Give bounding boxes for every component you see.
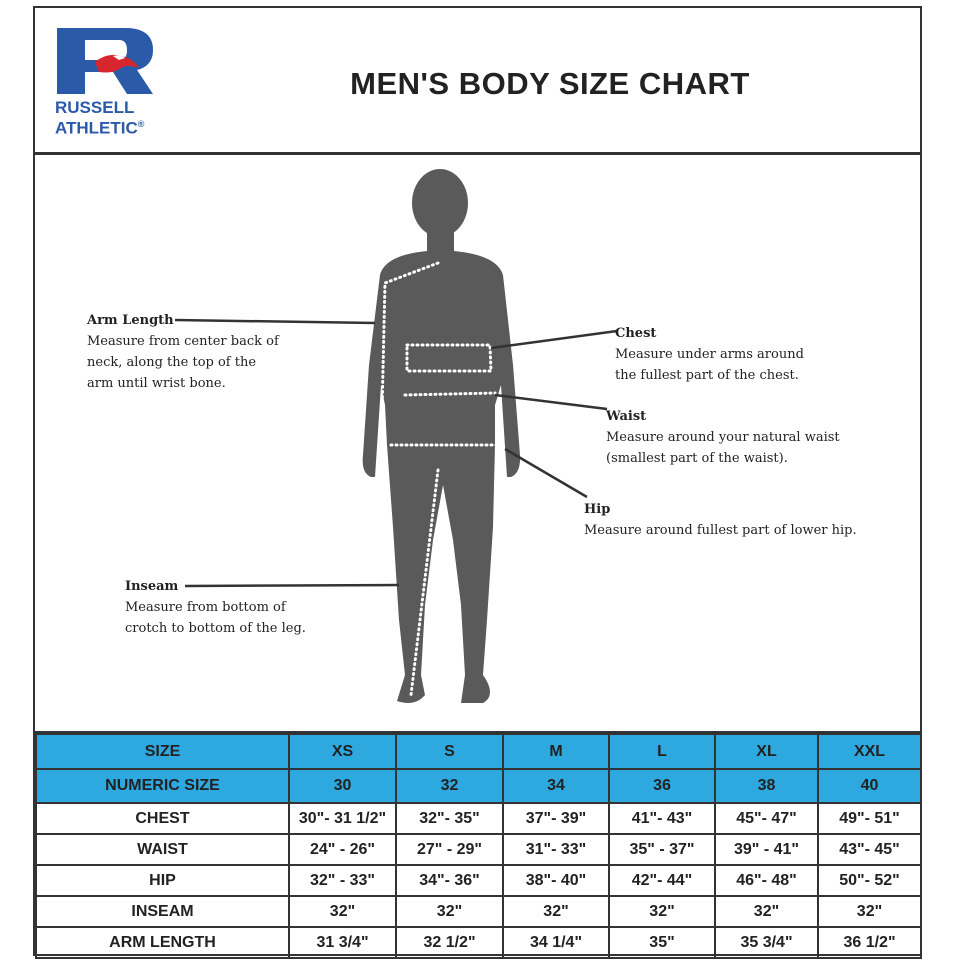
header-row-label: NUMERIC SIZE <box>36 769 289 803</box>
chest-desc-1: Measure under arms around <box>615 347 804 362</box>
measurement-cell: 27" - 29" <box>396 834 503 865</box>
table-header-row <box>36 769 921 803</box>
measurement-cell: 46"- 48" <box>715 865 818 896</box>
hip-label: Hip <box>584 502 611 517</box>
hip-desc-1: Measure around fullest part of lower hip. <box>584 523 857 538</box>
measurement-cell: 32"- 35" <box>396 803 503 834</box>
arm-length-desc-2: neck, along the top of the <box>87 355 257 370</box>
russell-athletic-logo <box>55 28 167 136</box>
measurement-cell: 32" - 33" <box>289 865 396 896</box>
chest-desc-2: the fullest part of the chest. <box>615 368 799 383</box>
measurement-cell: 30"- 31 1/2" <box>289 803 396 834</box>
header-cell: XS <box>289 734 396 769</box>
body-silhouette-icon <box>363 169 520 703</box>
inseam-label: Inseam <box>125 579 179 594</box>
hip-leader <box>505 449 587 497</box>
header-row-label: SIZE <box>36 734 289 769</box>
logo-line1: RUSSELL <box>55 98 135 117</box>
measurement-cell: 42"- 44" <box>609 865 715 896</box>
eagle-r-logo-icon <box>55 28 155 98</box>
measurement-cell: 32 1/2" <box>396 927 503 958</box>
measurement-cell: 35" - 37" <box>609 834 715 865</box>
measurement-cell: 35" <box>609 927 715 958</box>
waist-desc-2: (smallest part of the waist). <box>606 451 788 466</box>
header-cell: L <box>609 734 715 769</box>
measurement-label: INSEAM <box>36 896 289 927</box>
logo-line2: ATHLETIC <box>55 118 138 138</box>
registered-mark: ® <box>137 119 145 129</box>
page-title: MEN'S BODY SIZE CHART <box>350 66 750 101</box>
measurement-cell: 32" <box>289 896 396 927</box>
table-row <box>36 834 921 865</box>
chest-callout <box>615 326 865 386</box>
header-cell: 36 <box>609 769 715 803</box>
header-cell: XL <box>715 734 818 769</box>
arm-length-desc-3: arm until wrist bone. <box>87 376 226 391</box>
waist-callout <box>606 409 896 469</box>
header-cell: 40 <box>818 769 921 803</box>
inseam-desc-1: Measure from bottom of <box>125 600 286 615</box>
logo-wordmark <box>55 99 185 137</box>
measurement-label: CHEST <box>36 803 289 834</box>
header-cell: 32 <box>396 769 503 803</box>
header-cell: XXL <box>818 734 921 769</box>
measurement-cell: 45"- 47" <box>715 803 818 834</box>
header-cell: 30 <box>289 769 396 803</box>
measurement-cell: 34"- 36" <box>396 865 503 896</box>
measurement-cell: 24" - 26" <box>289 834 396 865</box>
measurement-cell: 50"- 52" <box>818 865 921 896</box>
measurement-label: WAIST <box>36 834 289 865</box>
measurement-cell: 32" <box>396 896 503 927</box>
measurement-cell: 43"- 45" <box>818 834 921 865</box>
measurement-cell: 31"- 33" <box>503 834 609 865</box>
measurement-illustration <box>35 155 920 733</box>
measurement-cell: 41"- 43" <box>609 803 715 834</box>
measurement-cell: 32" <box>715 896 818 927</box>
header <box>35 8 920 155</box>
table-row <box>36 927 921 958</box>
measurement-label: HIP <box>36 865 289 896</box>
header-cell: M <box>503 734 609 769</box>
measurement-label: ARM LENGTH <box>36 927 289 958</box>
arm-length-label: Arm Length <box>87 313 174 328</box>
measurement-cell: 49"- 51" <box>818 803 921 834</box>
measurement-cell: 39" - 41" <box>715 834 818 865</box>
table-header-row <box>36 734 921 769</box>
measurement-cell: 31 3/4" <box>289 927 396 958</box>
header-cell: 34 <box>503 769 609 803</box>
measurement-cell: 38"- 40" <box>503 865 609 896</box>
measurement-cell: 32" <box>609 896 715 927</box>
measurement-cell: 37"- 39" <box>503 803 609 834</box>
measurement-cell: 32" <box>818 896 921 927</box>
table-row <box>36 865 921 896</box>
measurement-cell: 34 1/4" <box>503 927 609 958</box>
measurement-cell: 36 1/2" <box>818 927 921 958</box>
waist-desc-1: Measure around your natural waist <box>606 430 840 445</box>
table-row <box>36 896 921 927</box>
chest-label: Chest <box>615 326 657 341</box>
waist-label: Waist <box>606 409 647 424</box>
inseam-callout <box>125 579 355 639</box>
size-chart-frame <box>33 6 922 956</box>
inseam-desc-2: crotch to bottom of the leg. <box>125 621 306 636</box>
measurement-cell: 32" <box>503 896 609 927</box>
measurement-cell: 35 3/4" <box>715 927 818 958</box>
hip-callout <box>584 502 884 541</box>
header-cell: 38 <box>715 769 818 803</box>
header-cell: S <box>396 734 503 769</box>
size-table <box>35 733 922 959</box>
arm-length-desc-1: Measure from center back of <box>87 334 279 349</box>
arm-length-callout <box>87 313 317 394</box>
table-row <box>36 803 921 834</box>
